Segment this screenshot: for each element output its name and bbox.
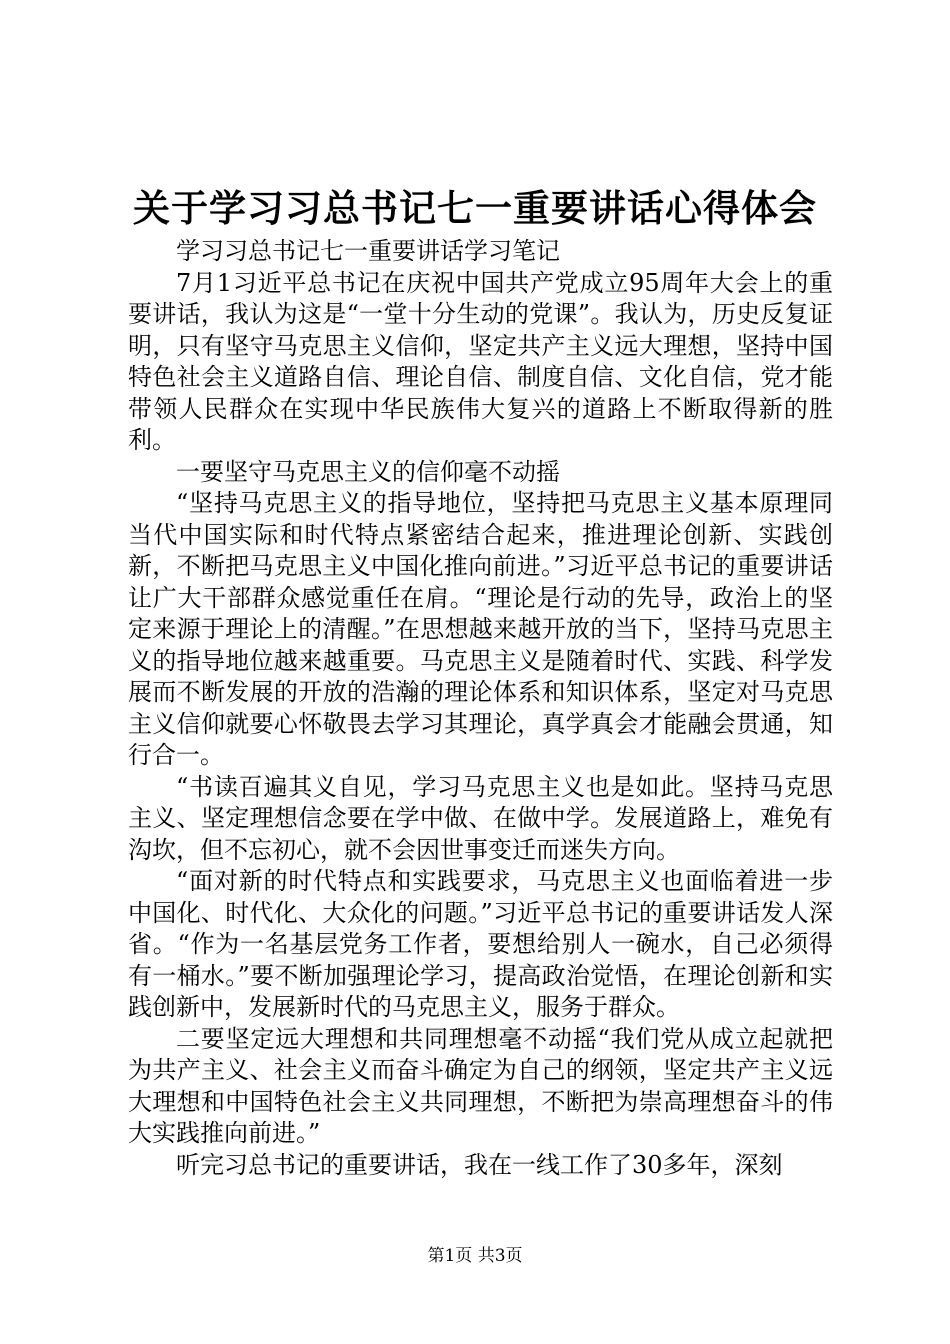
paragraph: “书读百遍其义自见，学习马克思主义也是如此。坚持马克思主义、坚定理想信念要在学中做、在做中学。发展道路上，难免有沟坎，但不忘初心，就不会因世事变迁而迷失方向。	[128, 772, 833, 864]
paragraph: 二要坚定远大理想和共同理想毫不动摇“我们党从成立起就把为共产主义、社会主义而奋斗确定为自己的纲领，坚定共产主义远大理想和中国特色社会主义共同理想，不断把为崇高理想奋斗的伟大实践推向前进。”	[128, 1024, 833, 1147]
paragraph: “面对新的时代特点和实践要求，马克思主义也面临着进一步中国化、时代化、大众化的问题。”习近平总书记的重要讲话发人深省。“作为一名基层党务工作者，要想给别人一碗水，自己必须得有一桶水。”要不断加强理论学习，提高政治觉悟，在理论创新和实践创新中，发展新时代的马克思主义，服务于群众。	[128, 867, 833, 1021]
section-heading: 一要坚守马克思主义的信仰毫不动摇	[176, 457, 560, 486]
page-number-footer: 第1页 共3页	[427, 1246, 523, 1266]
document-body	[128, 236, 833, 1181]
paragraph-subtitle: 学习习总书记七一重要讲话学习笔记	[176, 237, 560, 265]
paragraph: 7月1习近平总书记在庆祝中国共产党成立95周年大会上的重要讲话，我认为这是“一堂十分生动的党课”。我认为，历史反复证明，只有坚守马克思主义信仰，坚定共产主义远大理想，坚持中国特色社会主义道路自信、理论自信、制度自信、文化自信，党才能带领人民群众在实现中华民族伟大复兴的道路上不断取得新的胜利。	[128, 268, 833, 454]
paragraph: 听完习总书记的重要讲话，我在一线工作了30多年，深刻	[176, 1150, 783, 1179]
document-title: 关于学习习总书记七一重要讲话心得体会	[133, 186, 817, 230]
paragraph: “坚持马克思主义的指导地位，坚持把马克思主义基本原理同当代中国实际和时代特点紧密结合起来，推进理论创新、实践创新，不断把马克思主义中国化推向前进。”习近平总书记的重要讲话让广大干部群众感觉重任在肩。“理论是行动的先导，政治上的坚定来源于理论上的清醒。”在思想越来越开放的当下，坚持马克思主义的指导地位越来越重要。马克思主义是随着时代、实践、科学发展而不断发展的开放的浩瀚的理论体系和知识体系，坚定对马克思主义信仰就要心怀敬畏去学习其理论，真学真会才能融会贯通，知行合一。	[128, 489, 833, 769]
